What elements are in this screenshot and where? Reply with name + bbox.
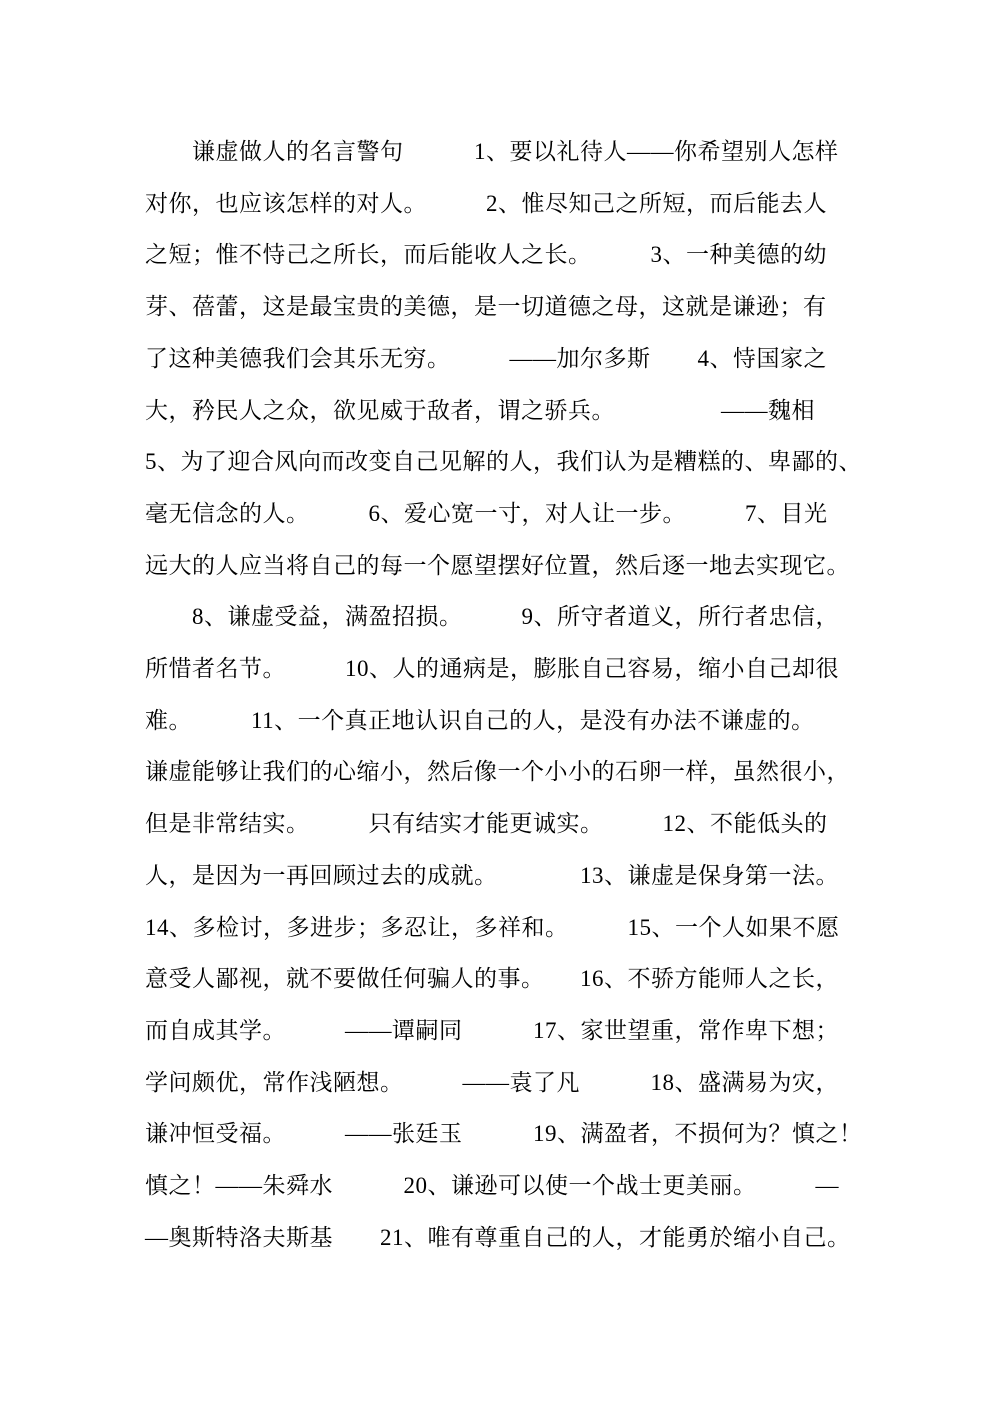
text-line: 14、多检讨，多进步；多忍让，多祥和。 15、一个人如果不愿	[145, 914, 840, 940]
text-line: 之短；惟不恃己之所长，而后能收人之长。 3、一种美德的幼	[145, 242, 827, 268]
text-line: 慎之！——朱舜水 20、谦逊可以使一个战士更美丽。 —	[145, 1173, 839, 1199]
text-line: 谦虚能够让我们的心缩小，然后像一个小小的石卵一样，虽然很小，	[145, 759, 850, 785]
text-line: 谦冲恒受福。 ——张廷玉 19、满盈者，不损何为？慎之！	[145, 1121, 863, 1147]
text-line: 学问颇优，常作浅陋想。 ——袁了凡 18、盛满易为灾，	[145, 1069, 839, 1095]
text-line: 难。 11、一个真正地认识自己的人，是没有办法不谦虚的。	[145, 707, 815, 733]
text-line: 了这种美德我们会其乐无穷。 ——加尔多斯 4、恃国家之	[145, 345, 827, 371]
text-line: 8、谦虚受益，满盈招损。 9、所守者道义，所行者忠信，	[145, 604, 839, 630]
text-line: 毫无信念的人。 6、爱心宽一寸，对人让一步。 7、目光	[145, 500, 828, 526]
text-line: 意受人鄙视，就不要做任何骗人的事。 16、不骄方能师人之长，	[145, 966, 839, 992]
text-line: 人，是因为一再回顾过去的成就。 13、谦虚是保身第一法。	[145, 862, 839, 888]
text-line: 而自成其学。 ——谭嗣同 17、家世望重，常作卑下想；	[145, 1017, 839, 1043]
text-line: 谦虚做人的名言警句 1、要以礼待人——你希望别人怎样	[145, 139, 839, 164]
text-line: 大，矜民人之众，欲见威于敌者，谓之骄兵。 ——魏相	[145, 397, 815, 423]
document-body	[145, 126, 865, 1263]
text-line: 5、为了迎合风向而改变自己见解的人，我们认为是糟糕的、卑鄙的、	[145, 449, 862, 475]
text-line: 芽、蓓蕾，这是最宝贵的美德，是一切道德之母，这就是谦逊；有	[145, 294, 827, 320]
text-line: 对你，也应该怎样的对人。 2、惟尽知己之所短，而后能去人	[145, 190, 827, 216]
text-line: —奥斯特洛夫斯基 21、唯有尊重自己的人，才能勇於缩小自己。	[145, 1224, 851, 1250]
text-line: 所惜者名节。 10、人的通病是，膨胀自己容易，缩小自己却很	[145, 656, 839, 682]
text-line: 但是非常结实。 只有结实才能更诚实。 12、不能低头的	[145, 811, 828, 837]
text-line: 远大的人应当将自己的每一个愿望摆好位置，然后逐一地去实现它。	[145, 552, 850, 578]
